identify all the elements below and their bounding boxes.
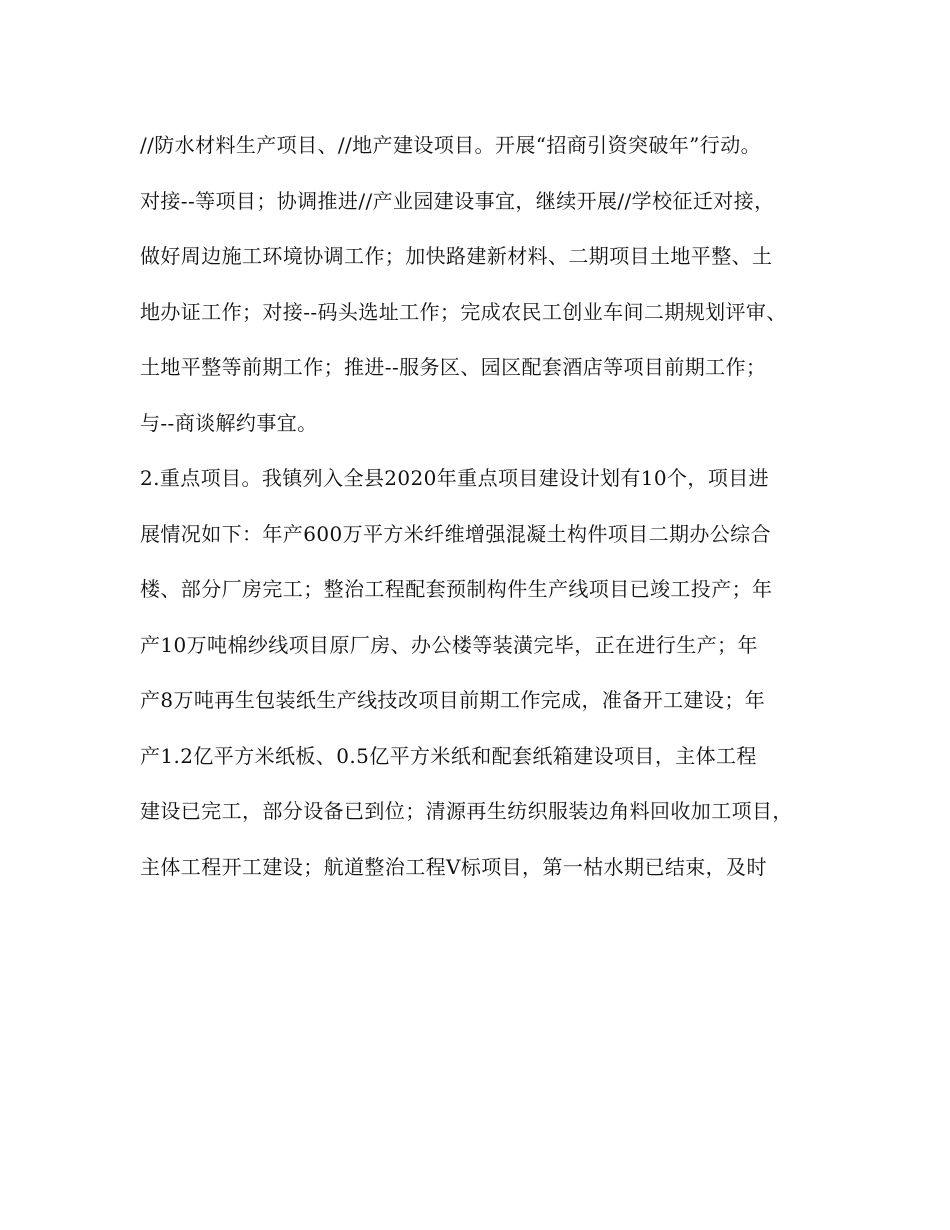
text-line: 产8万吨再生包装纸生产线技改项目前期工作完成，准备开工建设；年 [140, 688, 766, 712]
text-line: 2.重点项目。我镇列入全县2020年重点项目建设计划有10个，项目进 [140, 466, 770, 490]
text-line: 产10万吨棉纱线项目原厂房、办公楼等装潢完毕，正在进行生产；年 [140, 632, 758, 657]
text-line: 与--商谈解约事宜。 [140, 410, 318, 435]
text-line: //防水材料生产项目、//地产建设项目。开展“招商引资突破年”行动。 [140, 133, 762, 157]
text-line: 对接--等项目；协调推进//产业园建设事宜，继续开展//学校征迁对接， [140, 188, 775, 213]
text-line: 展情况如下：年产600万平方米纤维增强混凝土构件项目二期办公综合 [140, 521, 771, 546]
body-text [140, 126, 840, 903]
text-line: 产1.2亿平方米纸板、0.5亿平方米纸和配套纸箱建设项目，主体工程 [140, 743, 757, 768]
text-line: 土地平整等前期工作；推进--服务区、园区配套酒店等项目前期工作； [140, 355, 767, 379]
text-line: 地办证工作；对接--码头选址工作；完成农民工创业车间二期规划评审、 [140, 299, 787, 324]
text-line: 主体工程开工建设；航道整治工程V标项目，第一枯水期已结束，及时 [140, 854, 767, 879]
text-line: 建设已完工，部分设备已到位；清源再生纺织服装边角料回收加工项目， [140, 799, 793, 823]
text-line: 楼、部分厂房完工；整治工程配套预制构件生产线项目已竣工投产；年 [140, 577, 773, 601]
text-line: 做好周边施工环境协调工作；加快路建新材料、二期项目土地平整、土 [140, 244, 773, 268]
